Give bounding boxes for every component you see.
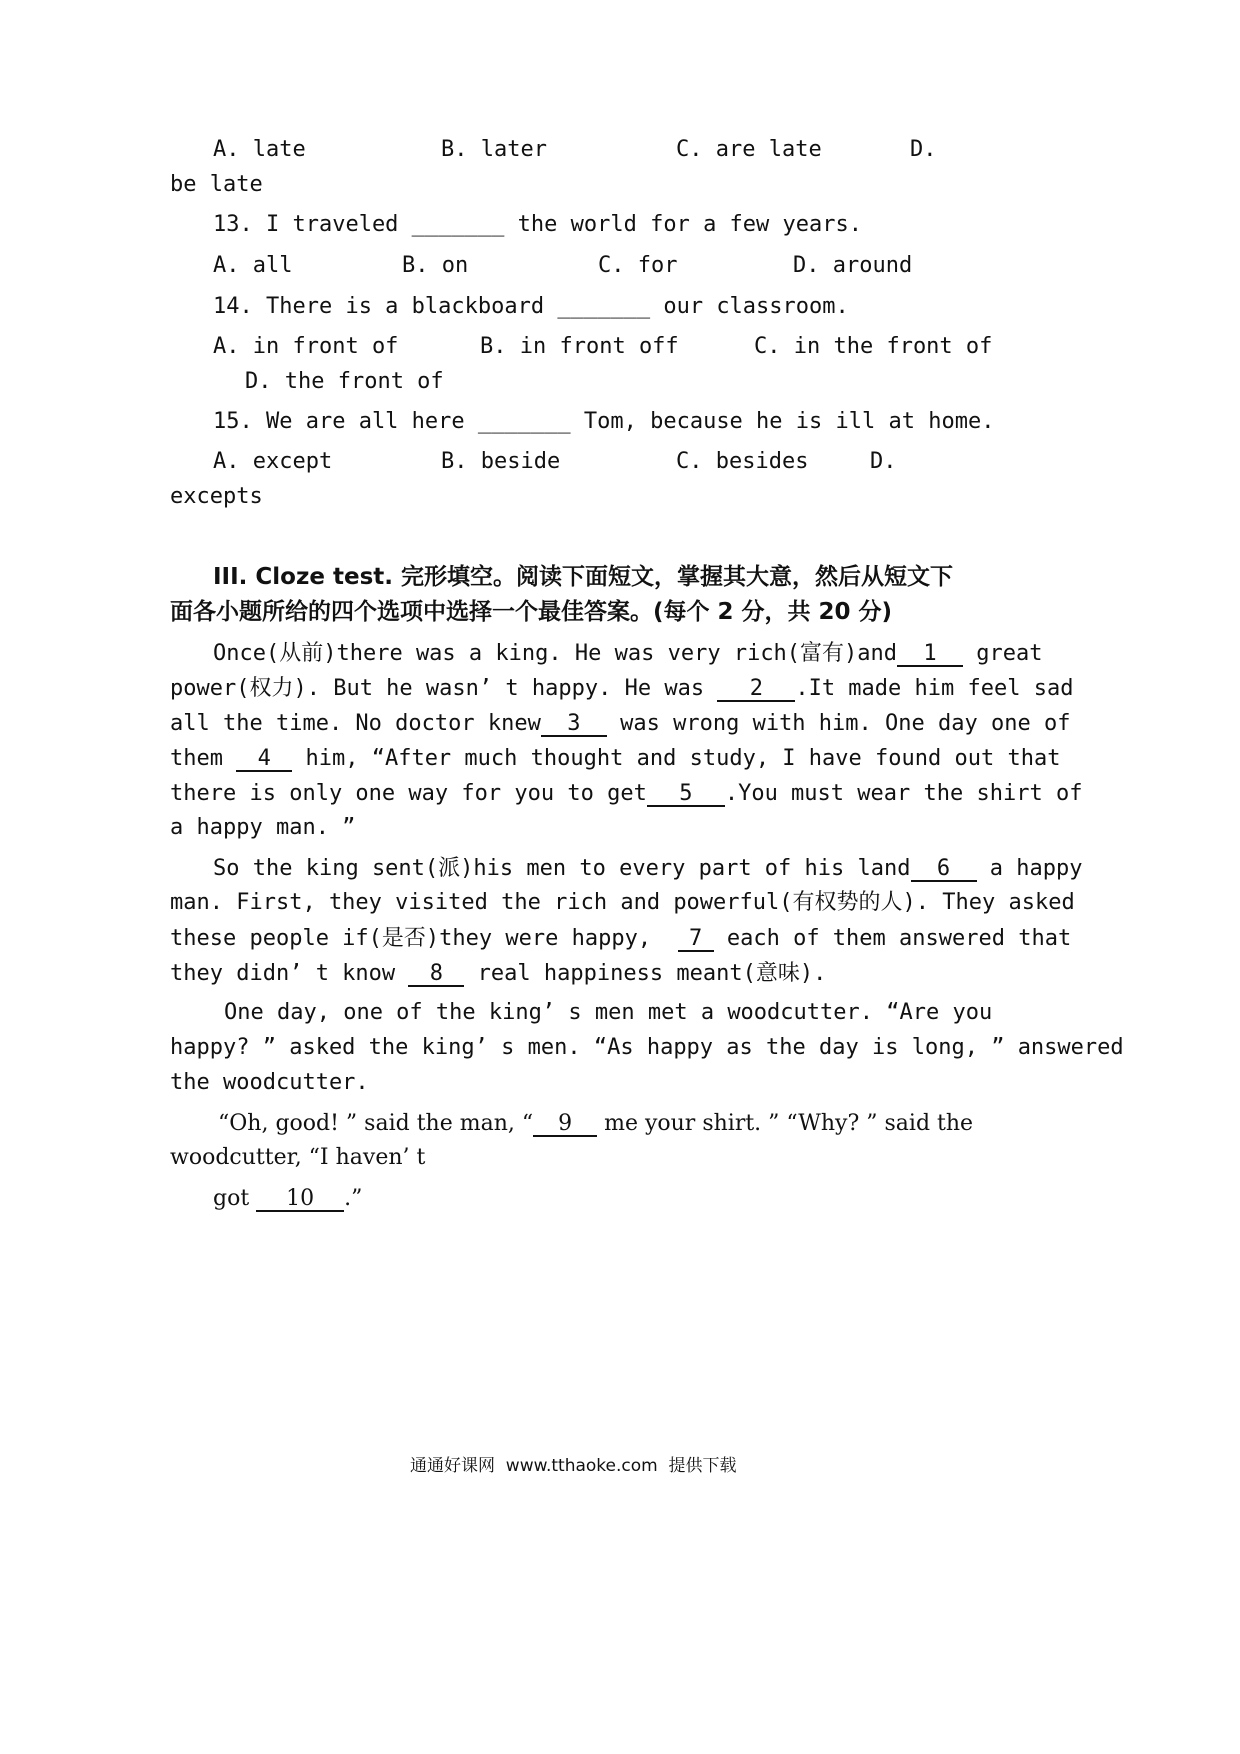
q15-option-d-cont: excepts: [170, 484, 263, 509]
q14-option-d: D. the front of: [245, 369, 444, 394]
q12-option-d-cont: be late: [170, 172, 263, 197]
passage-line: woodcutter, “I haven’ t: [170, 1145, 426, 1170]
blank-3: 3: [541, 712, 607, 737]
q15-option-d: D.: [870, 449, 897, 474]
q13-option-d: D. around: [793, 253, 913, 278]
passage-line: the woodcutter.: [170, 1070, 369, 1095]
passage-line: them 4 him, “After much thought and study, I have found out that: [170, 746, 1061, 771]
passage-line: happy? ” asked the king’ s men. “As happy as the day is long, ” answered: [170, 1035, 1124, 1060]
section-heading-line2: 面各小题所给的四个选项中选择一个最佳答案。(每个 2 分，共 20 分): [170, 599, 893, 625]
q13-option-c: C. for: [598, 253, 678, 278]
blank-7: 7: [678, 927, 714, 952]
blank-1: 1: [897, 642, 963, 667]
blank-10: 10: [256, 1187, 344, 1212]
blank-6: 6: [911, 857, 977, 882]
passage-line: all the time. No doctor knew 3 was wrong with him. One day one of: [170, 711, 1071, 736]
passage-line: a happy man. ”: [170, 815, 356, 840]
q13-stem: 13. I traveled _______ the world for a few years.: [213, 212, 863, 237]
q12-option-c: C. are late: [676, 137, 822, 162]
q13-option-b: B. on: [402, 253, 469, 278]
q14-option-b: B. in front off: [480, 334, 679, 359]
passage-line: Once(从前)there was a king. He was very rich(富有)and 1 great: [213, 641, 1043, 666]
blank-9: 9: [533, 1112, 597, 1137]
q14-stem: 14. There is a blackboard _______ our classroom.: [213, 294, 849, 319]
q14-option-a: A. in front of: [213, 334, 399, 359]
q15-option-c: C. besides: [676, 449, 809, 474]
passage-line: power(权力). But he wasn’ t happy. He was 2 .It made him feel sad: [170, 676, 1074, 701]
blank-8: 8: [408, 962, 464, 987]
q15-stem: 15. We are all here _______ Tom, because he is ill at home.: [213, 409, 995, 434]
section-heading-line1: III. Cloze test. 完形填空。阅读下面短文，掌握其大意，然后从短文下: [213, 564, 953, 590]
passage-line: these people if(是否)they were happy, 7 each of them answered that: [170, 926, 1072, 951]
q15-option-a: A. except: [213, 449, 333, 474]
q13-option-a: A. all: [213, 253, 293, 278]
passage-line: One day, one of the king’ s men met a woodcutter. “Are you: [224, 1000, 993, 1025]
page-footer: 通通好课网 www.tthaoke.com 提供下载: [410, 1456, 737, 1476]
passage-line: So the king sent(派)his men to every part of his land 6 a happy: [213, 856, 1083, 881]
blank-4: 4: [236, 747, 292, 772]
passage-line: there is only one way for you to get 5 .You must wear the shirt of: [170, 781, 1083, 806]
q12-option-a: A. late: [213, 137, 306, 162]
blank-2: 2: [717, 677, 795, 702]
q14-option-c: C. in the front of: [754, 334, 993, 359]
passage-line: they didn’ t know 8 real happiness meant(意味).: [170, 961, 827, 986]
passage-line: “Oh, good! ” said the man, “ 9 me your shirt. ” “Why? ” said the: [218, 1111, 974, 1136]
passage-line: got 10 .”: [213, 1186, 363, 1211]
q12-option-b: B. later: [441, 137, 547, 162]
q15-option-b: B. beside: [441, 449, 561, 474]
passage-line: man. First, they visited the rich and powerful(有权势的人). They asked: [170, 890, 1075, 915]
q12-option-d: D.: [910, 137, 937, 162]
blank-5: 5: [647, 782, 725, 807]
